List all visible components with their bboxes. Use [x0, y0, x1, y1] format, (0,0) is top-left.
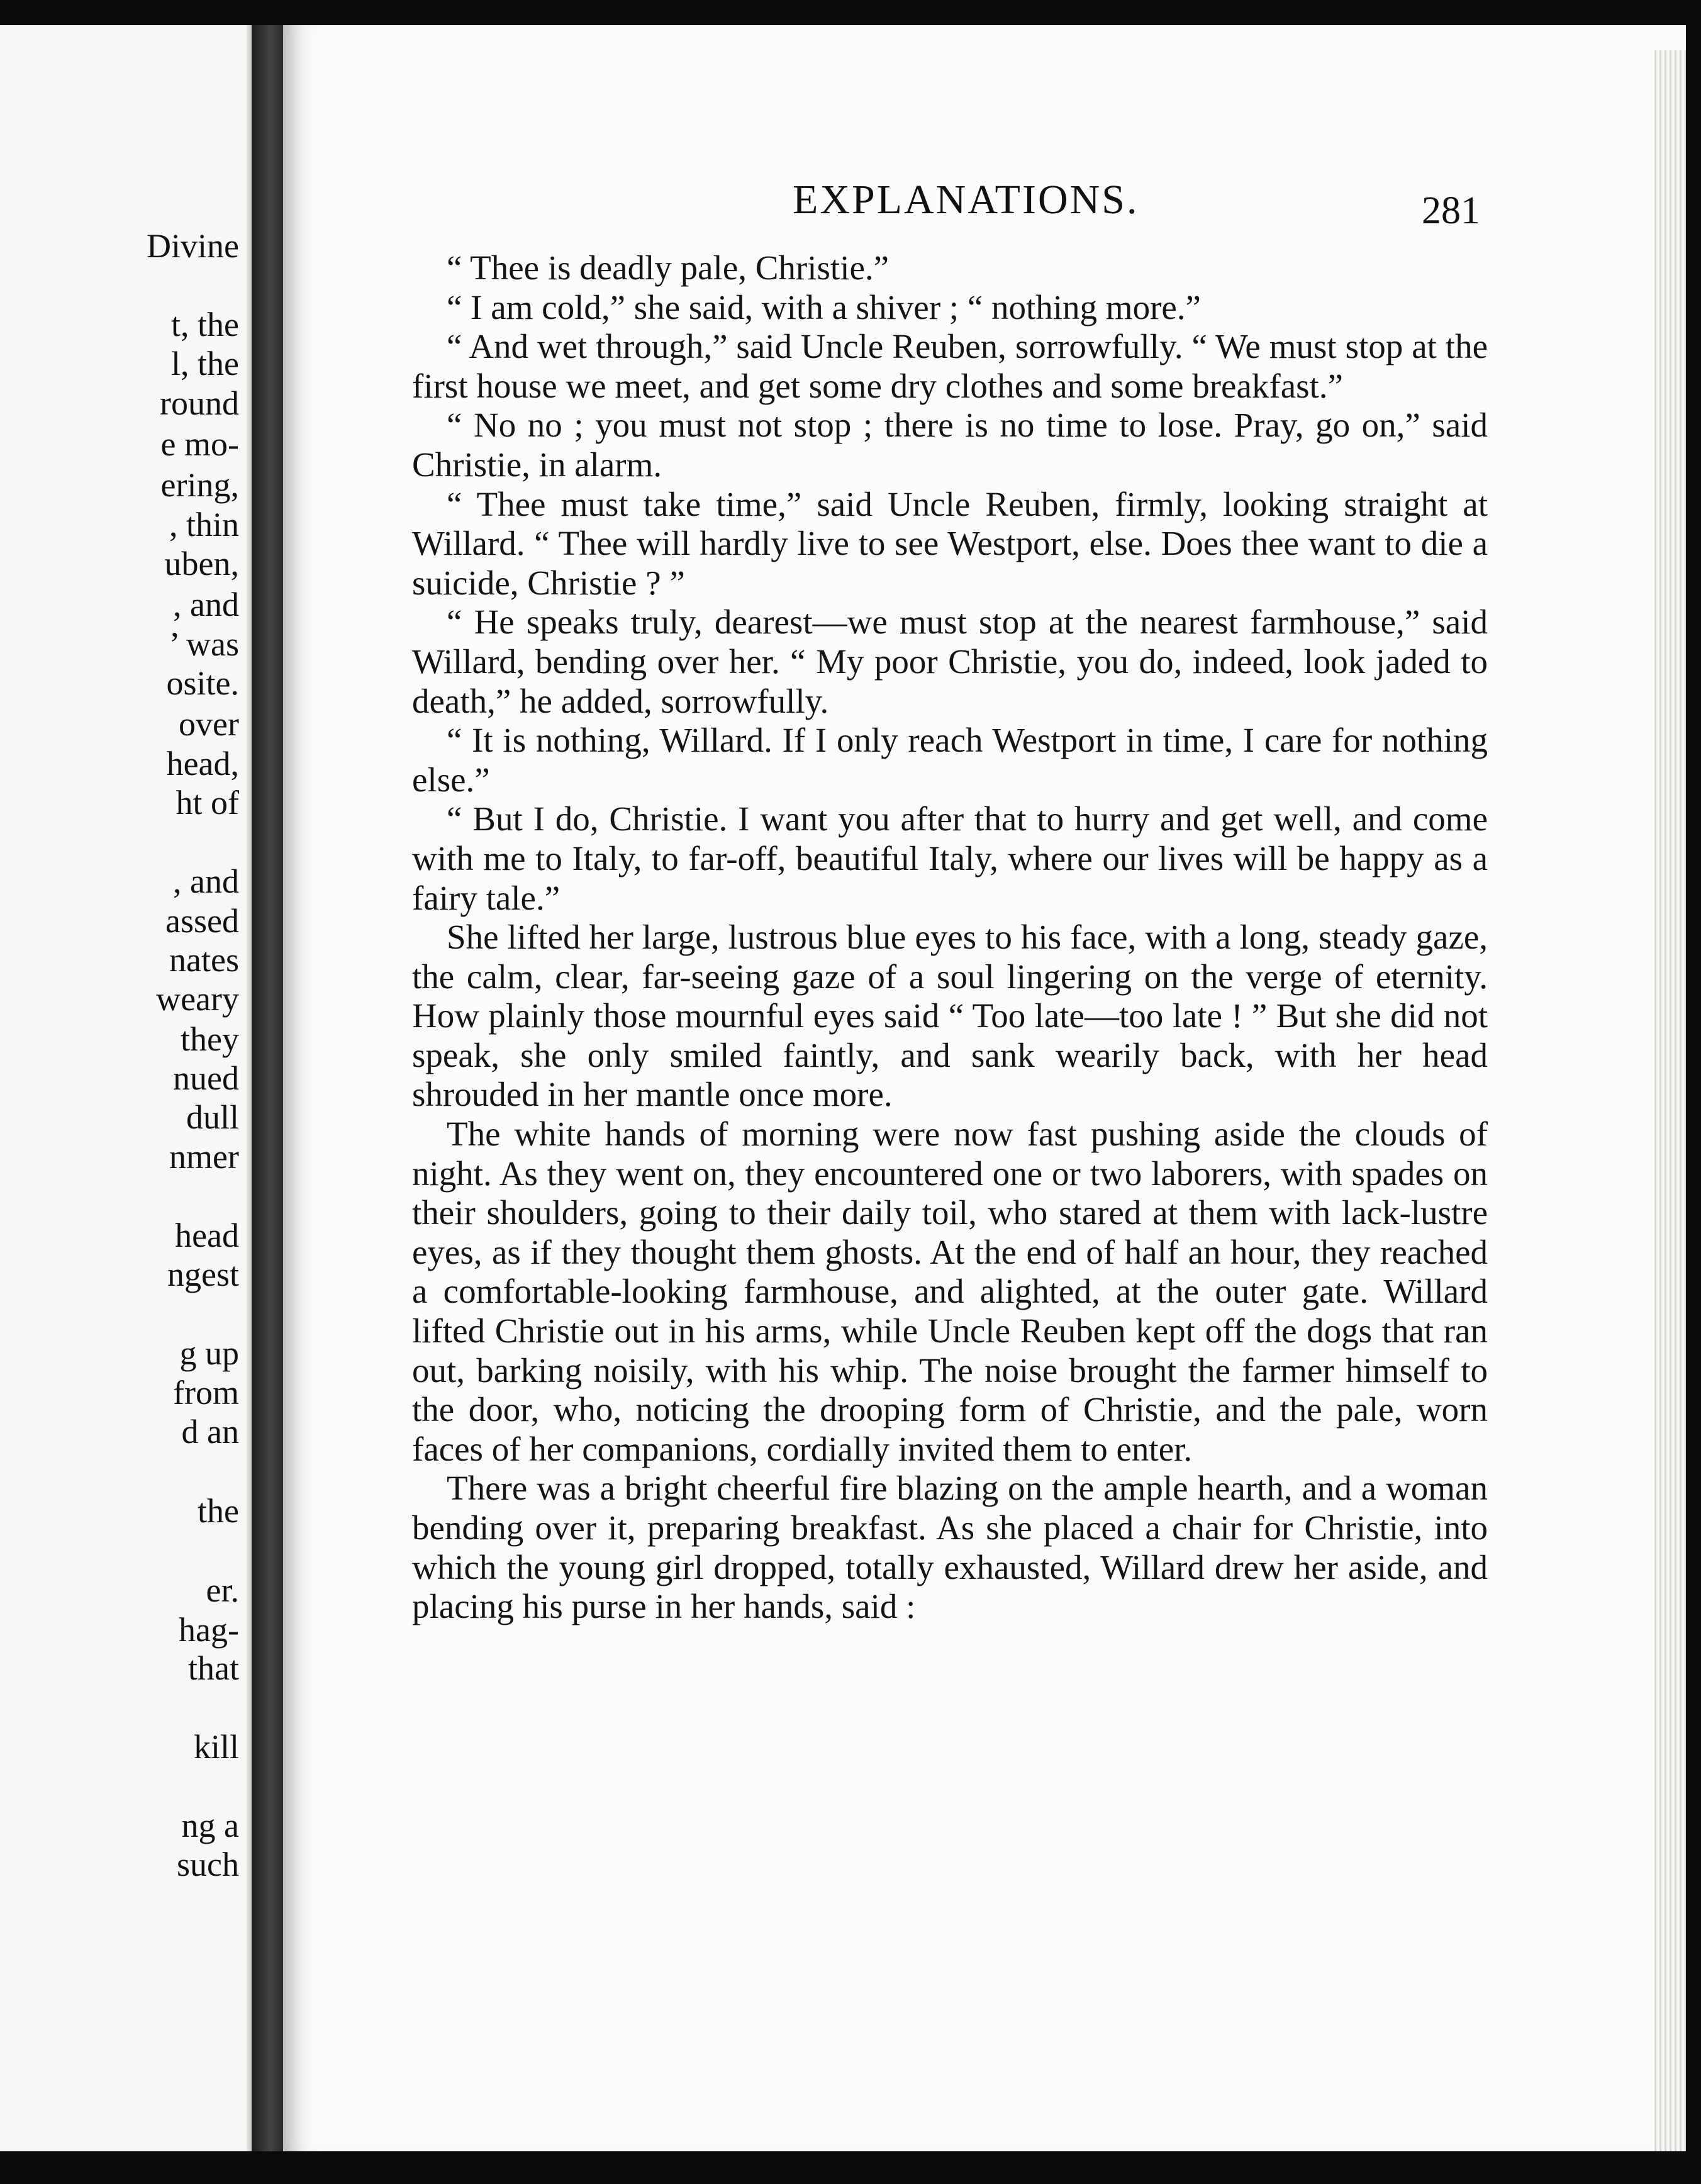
left-page-line: round [160, 384, 239, 422]
paragraph: “ Thee must take time,” said Uncle Reuben, firmly, looking straight at Willard. “ Thee will hardly live to see Westport, else. Does thee want to die a suicide, Christie ? ” [412, 484, 1488, 602]
left-page-line: they [181, 1020, 239, 1058]
left-page-line: Divine [147, 227, 239, 265]
left-page-line: , and [173, 862, 239, 900]
left-page-line: head, [166, 745, 239, 783]
paragraph: “ No no ; you must not stop ; there is no time to lose. Pray, go on,” said Christie, in alarm. [412, 406, 1488, 484]
paragraph: The white hands of morning were now fast pushing aside the clouds of night. As they went on, they encountered one or two laborers, with spades on their shoulders, going to their daily toil, who stared at them with lack-lustre eyes, as if they thought them ghosts. At the end of half an hour, they reached a comfortable-looking farmhouse, and alighted, at the outer gate. Willard lifted Christie out in his arms, while Uncle Reuben kept off the dogs that ran out, barking noisily, with his whip. The noise brought the farmer himself to the door, who, noticing the drooping form of Christie, and the pale, worn faces of her companions, cordially invited them to enter. [412, 1115, 1488, 1468]
left-page-line: ng a [181, 1807, 239, 1844]
paragraph: She lifted her large, lustrous blue eyes to his face, with a long, steady gaze, the calm, clear, far-seeing gaze of a soul lingering on the verge of eternity. How plainly those mournful eyes said “ Too late—too late ! ” But she did not speak, she only smiled faintly, and sank wearily back, with her head shrouded in her mantle once more. [412, 918, 1488, 1114]
left-page-line: e mo- [160, 425, 239, 463]
left-page-line: that [188, 1649, 239, 1687]
left-page-line: the [198, 1492, 239, 1530]
left-page-line: nmer [169, 1138, 239, 1176]
left-page-line: from [173, 1374, 239, 1412]
left-page-fragment [0, 25, 270, 2151]
left-page-line: weary [156, 980, 239, 1018]
left-page-line: g up [179, 1334, 239, 1372]
left-page-line: nued [173, 1059, 239, 1097]
paragraph: “ It is nothing, Willard. If I only reach Westport in time, I care for nothing else.” [412, 721, 1488, 799]
paragraph: “ He speaks truly, dearest—we must stop at the nearest farmhouse,” said Willard, bending over her. “ My poor Christie, you do, indeed, look jaded to death,” he added, sorrowfully. [412, 603, 1488, 720]
left-page-line: ngest [167, 1256, 239, 1293]
paragraph: “ I am cold,” she said, with a shiver ; “ nothing more.” [447, 287, 1201, 326]
paragraph: “ And wet through,” said Uncle Reuben, sorrowfully. “ We must stop at the first house we meet, and get some dry clothes and some breakfast.” [412, 327, 1488, 405]
left-page-line: head [175, 1217, 239, 1254]
left-page-line: l, the [171, 345, 239, 382]
left-page-line: ht of [176, 784, 239, 822]
left-page-line: kill [193, 1728, 239, 1766]
page-number: 281 [1422, 189, 1480, 232]
left-page-line: such [177, 1846, 239, 1883]
left-page-line: osite. [166, 664, 239, 702]
left-page-line: ’ was [169, 625, 239, 663]
left-page-line: , thin [169, 506, 239, 543]
body-text [412, 248, 1488, 1627]
paragraph: “ Thee is deadly pale, Christie.” [447, 248, 890, 287]
left-page-line: , and [173, 586, 239, 623]
left-page-line: d an [181, 1413, 239, 1451]
paragraph: There was a bright cheerful fire blazing on the ample hearth, and a woman bending over it, preparing breakfast. As she placed a chair for Christie, into which the young girl dropped, totally exhausted, Willard drew her aside, and placing his purse in her hands, said : [412, 1469, 1488, 1626]
left-page-line: uben, [164, 545, 239, 582]
right-page [283, 25, 1686, 2151]
left-page-line: assed [165, 902, 239, 940]
left-page-line: er. [206, 1571, 239, 1609]
left-page-line: nates [169, 941, 239, 979]
left-page-line: dull [186, 1098, 239, 1136]
page-edge-strips [1654, 50, 1686, 2151]
left-page-line: t, the [171, 306, 239, 343]
left-page-line: ering, [160, 466, 239, 504]
running-head: EXPLANATIONS. [793, 177, 1139, 223]
left-page-line: over [179, 705, 239, 743]
paragraph: “ But I do, Christie. I want you after that to hurry and get well, and come with me to Italy, to far-off, beautiful Italy, where our lives will be happy as a fairy tale.” [412, 800, 1488, 917]
left-page-line: hag- [179, 1611, 239, 1649]
